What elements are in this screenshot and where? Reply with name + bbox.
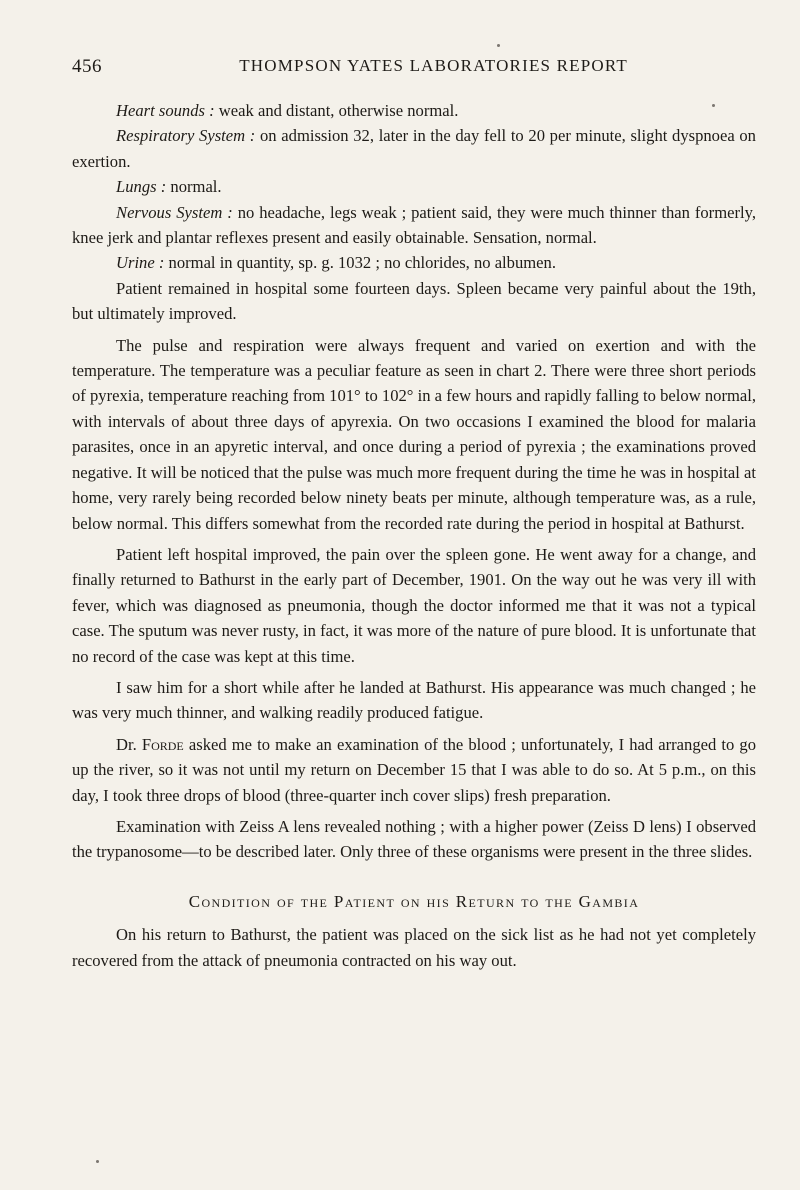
- lungs-text: normal.: [166, 177, 222, 197]
- nervous-paragraph: [72, 200, 756, 251]
- page-number: 456: [72, 56, 102, 77]
- bathurst-paragraph: I saw him for a short while after he landed at Bathurst. His appearance was much changed ; he was very much thinner, and walking readily produced fatigue.: [72, 677, 756, 723]
- forde-paragraph: [72, 732, 756, 808]
- pulse-paragraph: The pulse and respiration were always frequent and varied on exertion and with the temperature. The temperature was a peculiar feature as seen in chart 2. There were three short periods of pyrexia, temperature reaching from 101° to 102° in a few hours and rapidly falling to below normal, with intervals of about three days of apyrexia. On two occasions I examined the blood for malaria parasites, once in an apyretic interval, and once during a period of pyrexia ; the examinations proved negative. It will be noticed that the pulse was much more frequent during the time he was in hospital at home, very rarely being recorded below ninety beats per minute, although temperature was, as a rule, below normal. This differs somewhat from the recorded rate during the period in hospital at Bathurst.: [72, 335, 756, 533]
- heart-sounds-paragraph: [72, 98, 756, 123]
- respiratory-paragraph: [72, 123, 756, 174]
- print-speck: [96, 1160, 99, 1163]
- nervous-text: no headache, legs weak ; patient said, they were much thinner than formerly, knee jerk and plantar reflexes present and easily obtainable. Sensation, normal.: [72, 202, 756, 248]
- urine-paragraph: [72, 250, 756, 275]
- lungs-label: Lungs :: [116, 177, 167, 197]
- forde-name: Forde: [141, 734, 184, 754]
- urine-label: Urine :: [116, 253, 165, 273]
- respiratory-label: Respiratory System :: [116, 126, 256, 146]
- left-hospital-paragraph: Patient left hospital improved, the pain over the spleen gone. He went away for a change, and finally returned to Bathurst in the early part of December, 1901. On the way out he was very ill with fever, which was diagnosed as pneumonia, though the doctor informed me that it was not a typical case. The sputum was never rusty, in fact, it was more of the nature of pure blood. It is unfortunate that no record of the case was kept at this time.: [72, 544, 756, 666]
- page-header: [72, 56, 628, 86]
- heart-sounds-label: Heart sounds :: [116, 101, 215, 120]
- running-title: THOMPSON YATES LABORATORIES REPORT: [239, 56, 628, 75]
- urine-text: normal in quantity, sp. g. 1032 ; no chlorides, no albumen.: [164, 253, 556, 273]
- lungs-paragraph: [72, 174, 756, 199]
- print-speck: [712, 104, 715, 107]
- hospital-stay-paragraph: Patient remained in hospital some fourteen days. Spleen became very painful about the 19th, but ultimately improved.: [72, 278, 756, 324]
- heart-sounds-text: weak and distant, otherwise normal.: [214, 101, 459, 120]
- respiratory-text: on admission 32, later in the day fell to 20 per minute, slight dyspnoea on exertion.: [72, 126, 756, 171]
- return-paragraph: On his return to Bathurst, the patient was placed on the sick list as he had not yet completely recovered from the attack of pneumonia contracted on his way out.: [72, 925, 756, 970]
- body-text: [72, 98, 756, 973]
- forde-prefix: Dr.: [116, 734, 142, 754]
- print-speck: [497, 44, 500, 47]
- forde-text: asked me to make an examination of the blood ; unfortunately, I had arranged to go up the river, so it was not until my return on December 15 that I was able to do so. At 5 p.m., on this day, I took three drops of blood (three-quarter inch cover slips) fresh preparation.: [72, 734, 757, 805]
- examination-paragraph: Examination with Zeiss A lens revealed nothing ; with a higher power (Zeiss D lens) I observed the trypanosome—to be described later. Only three of these organisms were present in the three slides.: [72, 816, 756, 862]
- section-heading: Condition of the Patient on his Return to the Gambia: [188, 891, 640, 911]
- nervous-label: Nervous System :: [116, 202, 233, 222]
